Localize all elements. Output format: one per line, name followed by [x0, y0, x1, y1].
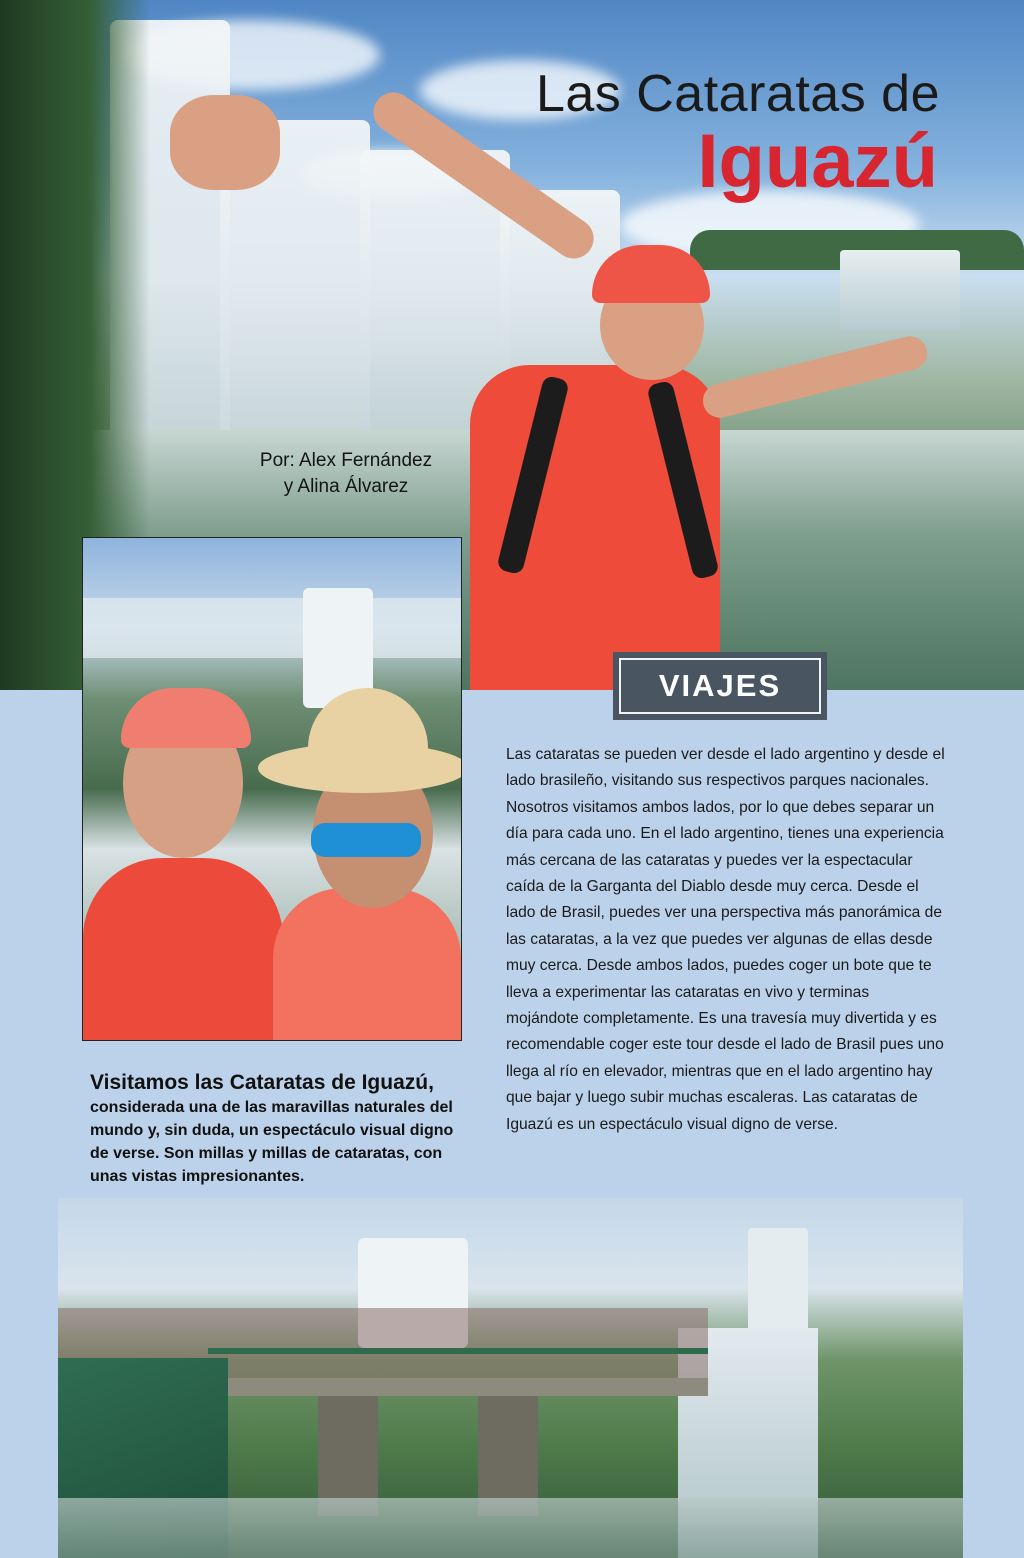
section-tag: [613, 652, 827, 720]
byline-line-2: y Alina Álvarez: [283, 476, 409, 497]
selfie-photo: [82, 537, 462, 1041]
walkway-photo: [58, 1198, 963, 1558]
article-body: Las cataratas se pueden ver desde el lado argentino y desde el lado brasileño, visitando sus respectivos parques nacionales. Nosotros visitamos ambos lados, por lo que debes separar un día para cada uno. En el lado argentino, tienes una experiencia más cercana de las cataratas y puedes ver la espectacular caída de la Garganta del Diablo desde muy cerca. Desde el lado de Brasil, puedes ver una perspectiva más panorámica de las cataratas, a la vez que puedes ver algunas de ellas desde muy cerca. Desde ambos lados, puedes coger un bote que te lleva a experimentar las cataratas en vivo y terminas mojándote completamente. Es una travesía muy divertida y es recomendable coger este tour desde el lado de Brasil pues uno llega al río en elevador, mientras que en el lado argentino hay que bajar y luego subir muchas escaleras. Las cataratas de Iguazú es un espectáculo visual digno de verse.: [506, 746, 945, 1133]
intro-rest: considerada una de las maravillas naturales del mundo y, sin duda, un espectáculo visual digno de verse. Son millas y millas de cataratas, con unas vistas impresionantes.: [90, 1099, 454, 1185]
title-line-2: Iguazú: [697, 119, 938, 204]
byline: [236, 448, 456, 500]
section-tag-label: VIAJES: [619, 658, 821, 714]
article-intro: [90, 1070, 470, 1188]
byline-line-1: Por: Alex Fernández: [259, 450, 433, 471]
intro-lead: Visitamos las Cataratas de Iguazú,: [90, 1071, 434, 1094]
title-line-1: Las Cataratas de: [535, 65, 940, 123]
